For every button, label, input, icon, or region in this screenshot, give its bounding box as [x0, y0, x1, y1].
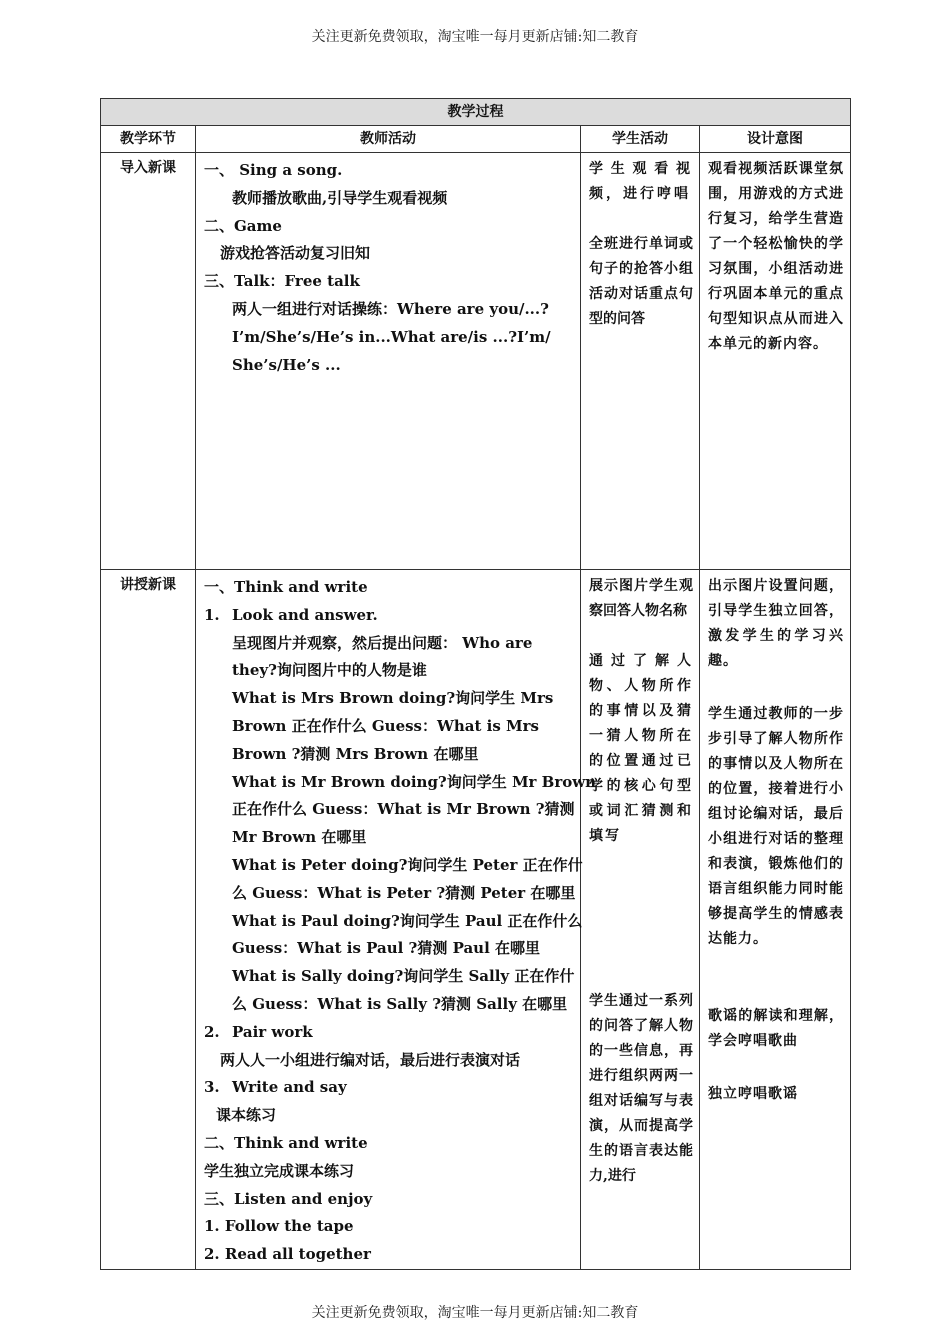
- student-activity-text: 学生观看视频，进行哼唱: [589, 161, 693, 202]
- activity-heading: Write and say: [232, 1078, 347, 1097]
- activity-line: [204, 1074, 574, 1102]
- list-number: 1.: [204, 605, 220, 624]
- student-activity-text: 全班进行单词或句子的抢答小组活动对话重点句型的问答: [589, 236, 693, 327]
- activity-line: [204, 602, 574, 630]
- student-activity-text: 学生通过一系列的问答了解人物的一些信息，再进行组织两两一组对话编写与表演，从而提高学生的语言表达能力,进行: [589, 993, 693, 1184]
- header-student-activity: 学生活动: [581, 126, 700, 153]
- activity-line: 么 Guess：What is Sally ?猜测 Sally 在哪里: [232, 994, 568, 1013]
- activity-line: Guess：What is Paul ?猜测 Paul 在哪里: [232, 939, 540, 958]
- teaching-process-table: [100, 98, 851, 1270]
- student-activity-text: 展示图片学生观察回答人物名称: [589, 578, 693, 619]
- activity-heading: Look and answer.: [232, 605, 378, 624]
- page-header: 关注更新免费领取，淘宝唯一每月更新店铺:知二教育: [311, 29, 639, 45]
- activity-line: 三、Talk：Free talk: [204, 272, 360, 291]
- activity-line: 一、 Sing a song.: [204, 161, 343, 179]
- design-intent-text: 学生通过教师的一步步引导了解人物所作的事情以及人物所在的位置，接着进行小组讨论编对话，最后小组进行对话的整理和表演，锻炼他们的语言组织能力同时能够提高学生的情感表达能力。: [708, 706, 844, 947]
- header-teacher-activity: 教师活动: [196, 126, 581, 153]
- page-footer: 关注更新免费领取，淘宝唯一每月更新店铺:知二教育: [311, 1305, 639, 1321]
- activity-line: 2. Read all together: [204, 1245, 371, 1264]
- student-activity-text: 通过了解人物、人物所作的事情以及猜一猜人物所在的位置通过已学的核心句型或词汇猜测和填写: [589, 653, 693, 844]
- teacher-activity-new-lesson: [196, 570, 597, 1270]
- activity-line: 游戏抢答活动复习旧知: [220, 244, 371, 263]
- activity-line: Brown 正在作什么 Guess：What is Mrs: [232, 716, 539, 735]
- design-intent-new-lesson: [700, 570, 851, 1270]
- design-intent-intro: [700, 153, 851, 570]
- design-intent-text: 独立哼唱歌谣: [708, 1086, 798, 1102]
- design-intent-text: 歌谣的解读和理解，学会哼唱歌曲: [708, 1008, 844, 1049]
- activity-line: 1. Follow the tape: [204, 1217, 354, 1236]
- activity-line: What is Mr Brown doing?询问学生 Mr Brown: [232, 772, 597, 791]
- activity-line: What is Paul doing?询问学生 Paul 正在作什么: [232, 911, 583, 930]
- activity-line: She’s/He’s ...: [232, 355, 341, 374]
- list-number: 2.: [204, 1022, 220, 1041]
- activity-line: 一、Think and write: [204, 578, 368, 596]
- table-title: 教学过程: [101, 99, 851, 126]
- student-activity-new-lesson: [581, 570, 700, 1270]
- list-number: 3.: [204, 1078, 220, 1097]
- activity-line: 二、Think and write: [204, 1133, 368, 1152]
- activity-line: 学生独立完成课本练习: [204, 1161, 355, 1180]
- activity-line: 三、Listen and enjoy: [204, 1189, 373, 1208]
- design-intent-text: 出示图片设置问题，引导学生独立回答，激发学生的学习兴趣。: [708, 578, 844, 669]
- activity-line: Mr Brown 在哪里: [232, 828, 367, 847]
- activity-line: 两人人一小组进行编对话，最后进行表演对话: [220, 1050, 521, 1069]
- design-intent-text: 观看视频活跃课堂氛围，用游戏的方式进行复习，给学生营造了一个轻松愉快的学习氛围，小组活动进行巩固本单元的重点句型知识点从而进入本单元的新内容。: [708, 161, 844, 352]
- header-design-intent: 设计意图: [700, 126, 851, 153]
- stage-cell-new-lesson: 讲授新课: [101, 570, 196, 1270]
- activity-heading: Pair work: [232, 1022, 313, 1041]
- activity-line: [204, 1019, 574, 1047]
- activity-line: I’m/She’s/He’s in...What are/is ...?I’m/: [232, 327, 551, 346]
- activity-line: 么 Guess：What is Peter ?猜测 Peter 在哪里: [232, 883, 576, 902]
- activity-line: What is Sally doing?询问学生 Sally 正在作什: [232, 967, 575, 986]
- stage-cell-intro: 导入新课: [101, 153, 196, 570]
- activity-line: 正在作什么 Guess：What is Mr Brown ?猜测: [232, 800, 575, 819]
- teacher-activity-intro: [196, 153, 581, 570]
- activity-line: they?询问图片中的人物是谁: [232, 661, 427, 680]
- activity-line: What is Peter doing?询问学生 Peter 正在作什: [232, 855, 583, 874]
- activity-line: 课本练习: [216, 1106, 277, 1125]
- activity-line: 两人一组进行对话操练：Where are you/...?: [232, 299, 549, 318]
- activity-line: What is Mrs Brown doing?询问学生 Mrs: [232, 689, 554, 708]
- activity-line: 教师播放歌曲,引导学生观看视频: [232, 188, 448, 207]
- student-activity-intro: [581, 153, 700, 570]
- activity-line: 二、Game: [204, 216, 282, 235]
- activity-line: Brown ?猜测 Mrs Brown 在哪里: [232, 744, 479, 763]
- activity-line: 呈现图片并观察，然后提出问题： Who are: [232, 633, 533, 652]
- header-stage: 教学环节: [101, 126, 196, 153]
